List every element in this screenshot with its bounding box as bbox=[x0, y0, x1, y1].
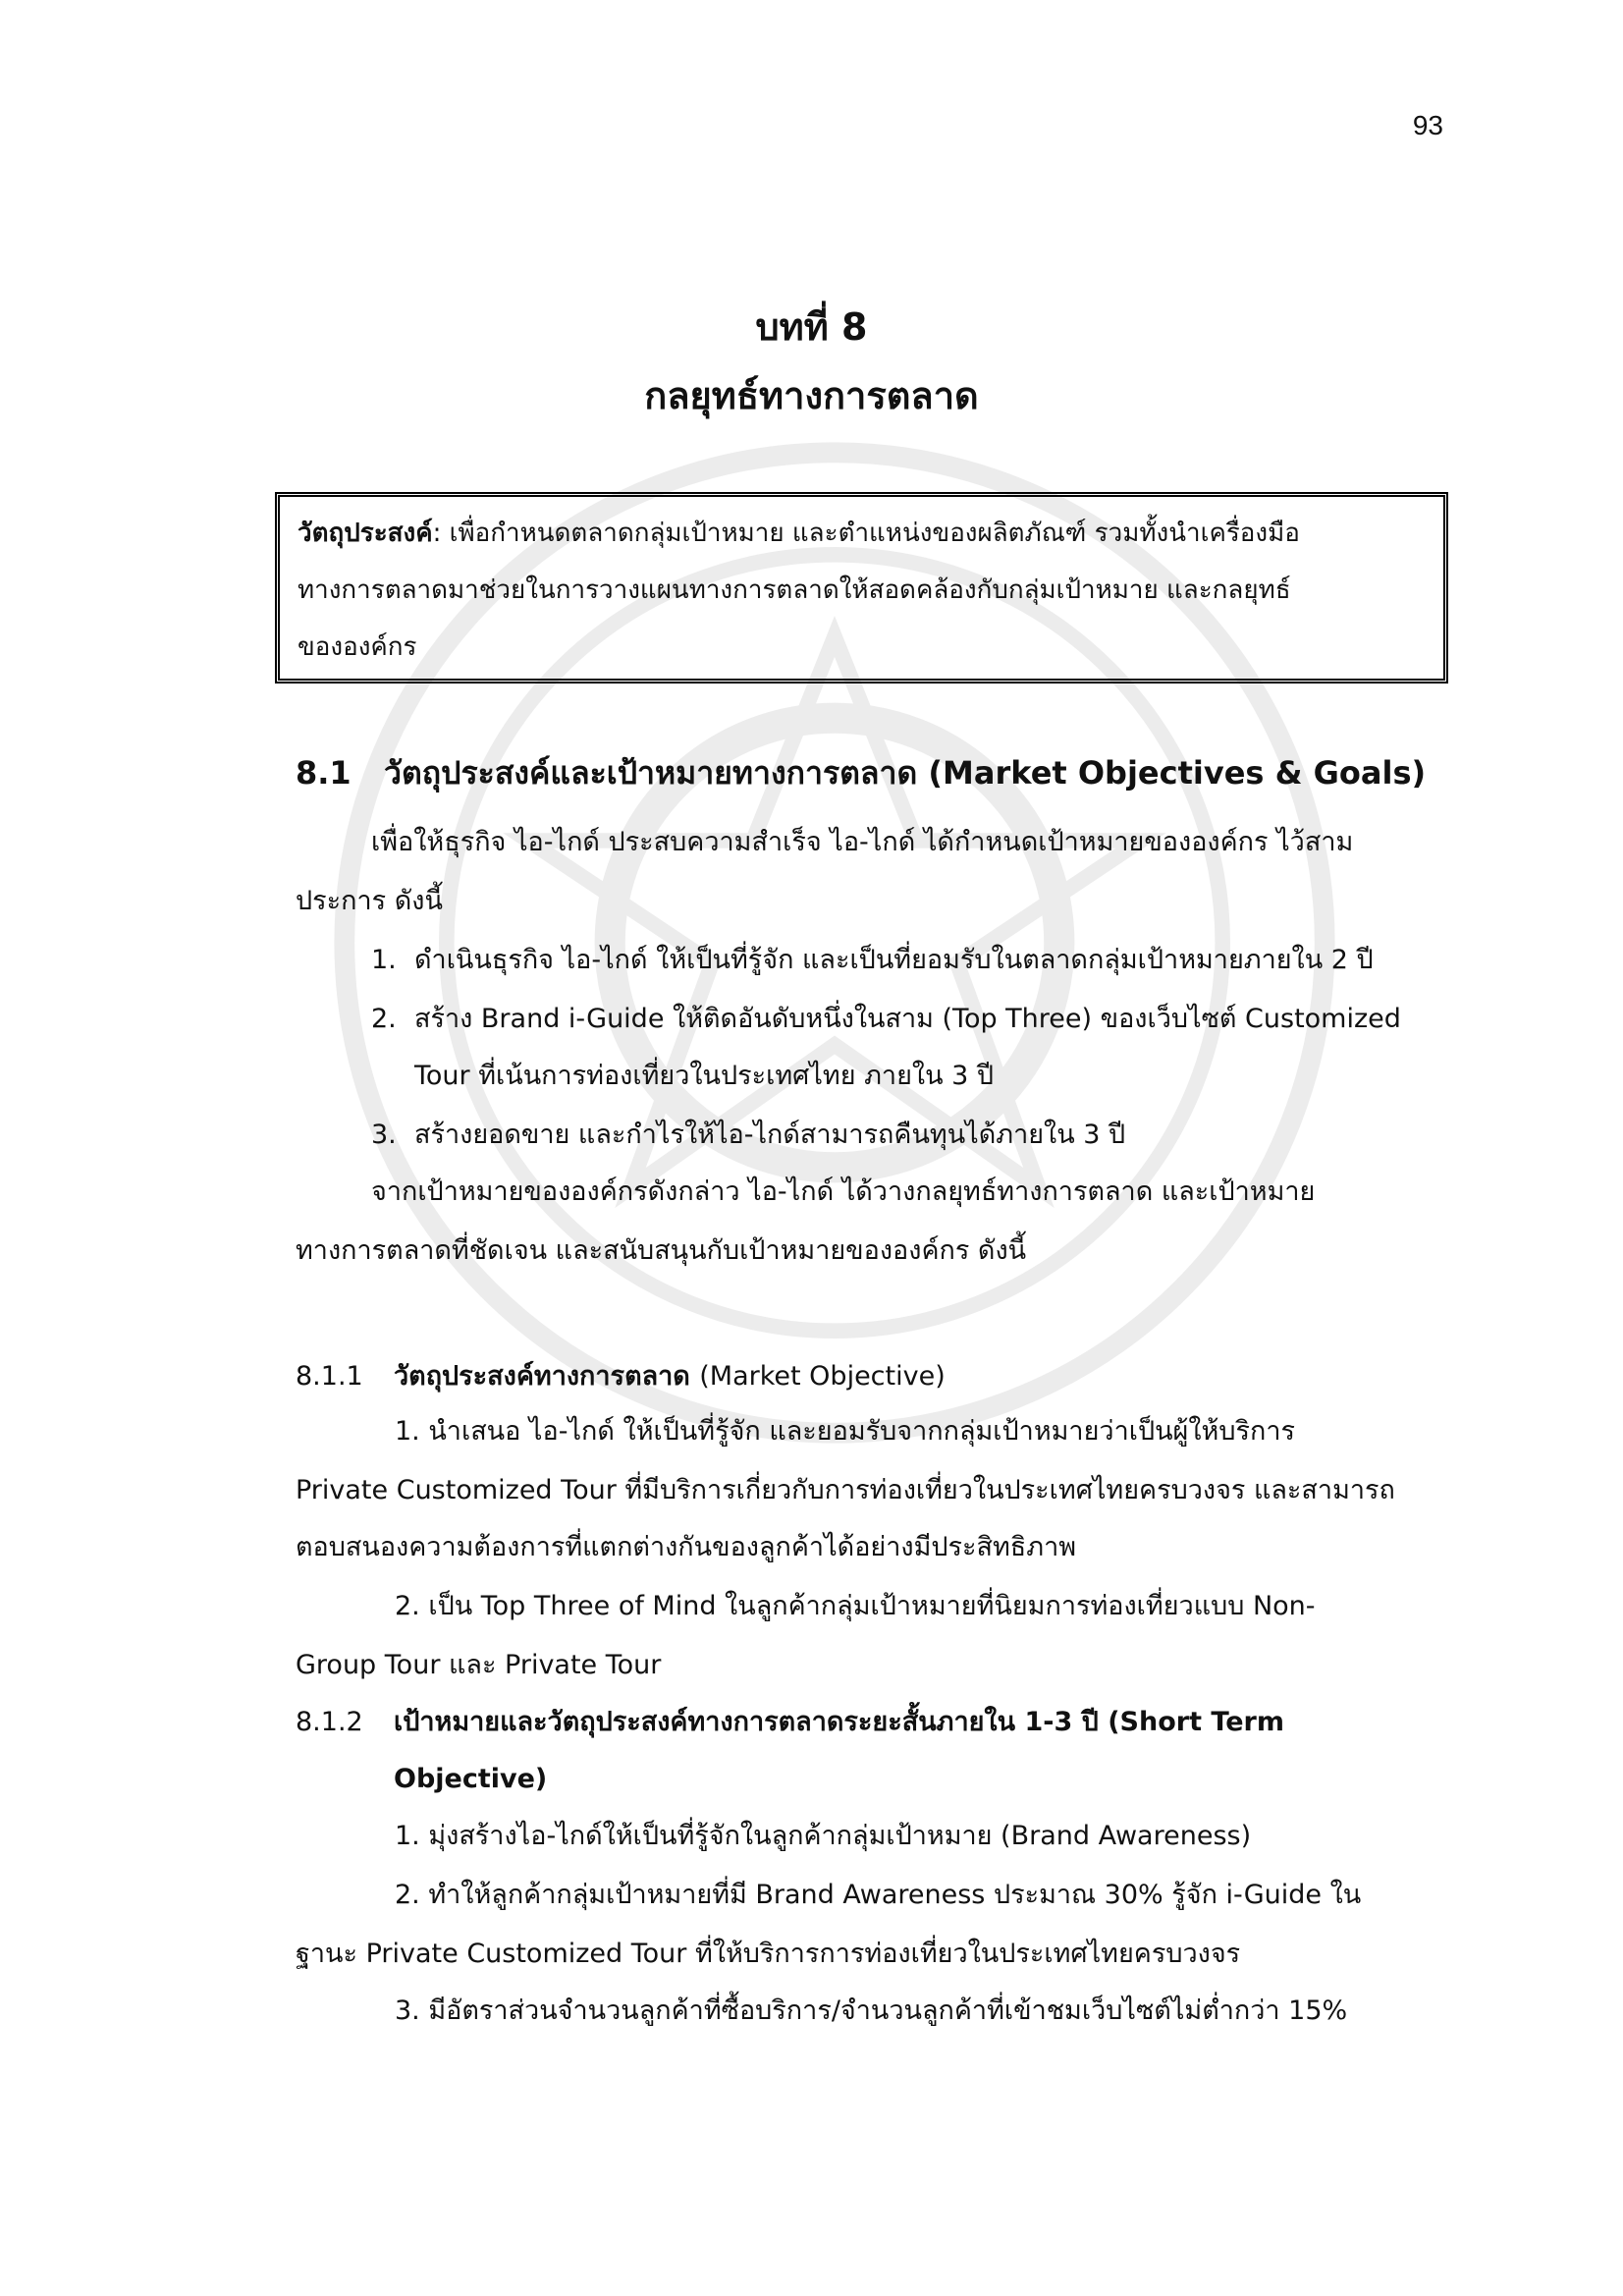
objective-line-1 bbox=[298, 505, 1428, 562]
page-number: 93 bbox=[1412, 110, 1443, 140]
market-objective-1-line-3: ตอบสนองความต้องการที่แตกต่างกันของลูกค้าได้อย่างมีประสิทธิภาพ bbox=[296, 1532, 1077, 1562]
section-8-1-intro-line-1: เพื่อให้ธุรกิจ ไอ-ไกด์ ประสบความสำเร็จ ไอ-ไกด์ ได้กำหนดเป้าหมายขององค์กร ไว้สาม bbox=[371, 827, 1354, 857]
section-8-1-heading bbox=[296, 753, 1426, 793]
section-8-1-1-title-en: (Market Objective) bbox=[699, 1361, 946, 1392]
goal-item-3-text: สร้างยอดขาย และกำไรให้ไอ-ไกด์สามารถคืนทุนได้ภายใน 3 ปี bbox=[414, 1120, 1126, 1150]
market-objective-2-line-2: Group Tour และ Private Tour bbox=[296, 1650, 662, 1680]
section-8-1-intro-line-2: ประการ ดังนี้ bbox=[296, 886, 443, 916]
objective-box bbox=[275, 492, 1448, 683]
objective-label: วัตถุประสงค์ bbox=[298, 519, 433, 548]
section-8-1-outro-line-1: จากเป้าหมายขององค์กรดังกล่าว ไอ-ไกด์ ได้วางกลยุทธ์ทางการตลาด และเป้าหมาย bbox=[371, 1176, 1316, 1207]
section-8-1-2-title-line-2: Objective) bbox=[394, 1764, 548, 1794]
goal-item-1 bbox=[371, 941, 1374, 980]
objective-line-3: ขององค์กร bbox=[298, 632, 417, 662]
market-objective-2-line-1: 2. เป็น Top Three of Mind ในลูกค้ากลุ่มเป้าหมายที่นิยมการท่องเที่ยวแบบ Non- bbox=[395, 1591, 1316, 1621]
section-8-1-1-number: 8.1.1 bbox=[296, 1361, 363, 1392]
section-8-1-1-heading bbox=[296, 1357, 946, 1396]
section-8-1-title-th: วัตถุประสงค์และเป้าหมายทางการตลาด bbox=[384, 754, 918, 792]
section-8-1-1-title-th: วัตถุประสงค์ทางการตลาด bbox=[394, 1361, 690, 1392]
goal-item-2-continuation: Tour ที่เน้นการท่องเที่ยวในประเทศไทย ภายใน 3 ปี bbox=[414, 1061, 995, 1091]
objective-line-2: ทางการตลาดมาช่วยในการวางแผนทางการตลาดให้สอดคล้องกับกลุ่มเป้าหมาย และกลยุทธ์ bbox=[298, 575, 1291, 605]
goal-item-3 bbox=[371, 1116, 1125, 1155]
goal-item-2-number: 2. bbox=[371, 1004, 397, 1034]
section-8-1-2-heading bbox=[296, 1703, 1284, 1742]
short-term-objective-3: 3. มีอัตราส่วนจำนวนลูกค้าที่ซื้อบริการ/จำนวนลูกค้าที่เข้าชมเว็บไซต์ไม่ต่ำกว่า 15% bbox=[395, 1995, 1348, 2026]
short-term-objective-1: 1. มุ่งสร้างไอ-ไกด์ให้เป็นที่รู้จักในลูกค้ากลุ่มเป้าหมาย (Brand Awareness) bbox=[395, 1821, 1252, 1851]
goal-item-1-text: ดำเนินธุรกิจ ไอ-ไกด์ ให้เป็นที่รู้จัก และเป็นที่ยอมรับในตลาดกลุ่มเป้าหมายภายใน 2 ปี bbox=[414, 945, 1374, 975]
market-objective-1-line-1: 1. นำเสนอ ไอ-ไกด์ ให้เป็นที่รู้จัก และยอมรับจากกลุ่มเป้าหมายว่าเป็นผู้ให้บริการ bbox=[395, 1416, 1296, 1447]
goal-item-3-number: 3. bbox=[371, 1120, 397, 1150]
chapter-number: บทที่ 8 bbox=[755, 305, 868, 349]
short-term-objective-2-line-1: 2. ทำให้ลูกค้ากลุ่มเป้าหมายที่มี Brand Awareness ประมาณ 30% รู้จัก i-Guide ใน bbox=[395, 1880, 1362, 1910]
section-8-1-2-title-line-1: เป้าหมายและวัตถุประสงค์ทางการตลาดระยะสั้นภายใน 1-3 ปี (Short Term bbox=[394, 1707, 1284, 1737]
goal-item-2 bbox=[371, 1000, 1401, 1039]
chapter-title: กลยุทธ์ทางการตลาด bbox=[644, 374, 979, 417]
section-8-1-outro-line-2: ทางการตลาดที่ชัดเจน และสนับสนุนกับเป้าหมายขององค์กร ดังนี้ bbox=[296, 1235, 1027, 1266]
section-8-1-title-en: (Market Objectives & Goals) bbox=[928, 754, 1427, 792]
market-objective-1-line-2: Private Customized Tour ที่มีบริการเกี่ยวกับการท่องเที่ยวในประเทศไทยครบวงจร และสามารถ bbox=[296, 1475, 1395, 1505]
section-8-1-number: 8.1 bbox=[296, 754, 352, 792]
goal-item-2-text: สร้าง Brand i-Guide ให้ติดอันดับหนึ่งในสาม (Top Three) ของเว็บไซต์ Customized bbox=[414, 1004, 1401, 1034]
goal-item-1-number: 1. bbox=[371, 945, 397, 975]
objective-text-1: : เพื่อกำหนดตลาดกลุ่มเป้าหมาย และตำแหน่งของผลิตภัณฑ์ รวมทั้งนำเครื่องมือ bbox=[432, 519, 1300, 548]
short-term-objective-2-line-2: ฐานะ Private Customized Tour ที่ให้บริการการท่องเที่ยวในประเทศไทยครบวงจร bbox=[296, 1939, 1241, 1969]
section-8-1-2-number: 8.1.2 bbox=[296, 1707, 363, 1737]
